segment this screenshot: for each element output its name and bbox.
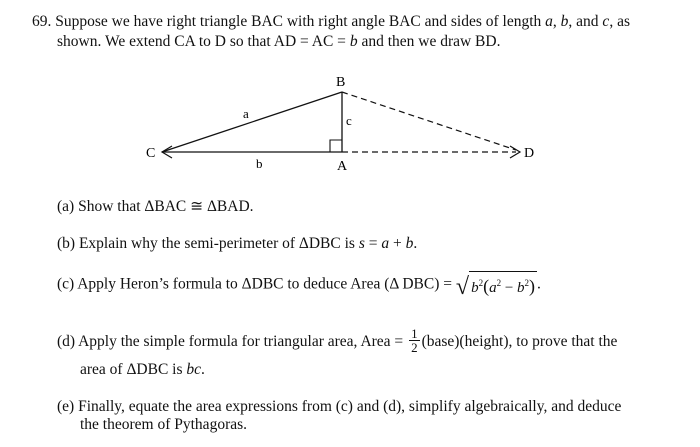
label-b-vertex: B xyxy=(336,75,346,90)
label-side-c: c xyxy=(346,113,352,128)
var-b: b xyxy=(471,280,479,296)
paren-open: ( xyxy=(483,276,490,296)
part-e-line-1: (e) Finally, equate the area expressions from (c) and (d), simplify algebraically, and deduce xyxy=(57,398,622,415)
exp: 2 xyxy=(478,278,484,288)
part-a-text: (a) Show that ΔBAC ≅ ΔBAD. xyxy=(57,198,254,215)
part-c xyxy=(57,271,541,299)
frac-den: 2 xyxy=(411,340,418,355)
var-a: a xyxy=(489,280,497,296)
label-side-a: a xyxy=(243,106,249,121)
side-bd-dashed-line xyxy=(342,92,516,150)
problem-number: 69. xyxy=(32,13,52,30)
var-a: a xyxy=(545,13,553,30)
var-b: b xyxy=(517,280,525,296)
problem-text-2: shown. We extend CA to D so that AD = AC = xyxy=(57,33,350,50)
frac-num: 1 xyxy=(411,326,418,341)
sqrt-expression xyxy=(456,271,537,299)
sep: . xyxy=(537,275,541,293)
part-d-line-2 xyxy=(80,360,205,380)
exp: 2 xyxy=(496,278,502,288)
var-c: c xyxy=(602,13,610,30)
exp: 2 xyxy=(524,278,530,288)
sep: , xyxy=(552,13,561,30)
sqrt-icon: √ xyxy=(455,274,470,300)
label-c-vertex: C xyxy=(146,146,156,161)
part-d-line2-text: area of ΔDBC is xyxy=(80,361,187,378)
sep: − xyxy=(501,280,518,296)
part-b xyxy=(57,234,417,254)
label-side-b: b xyxy=(256,156,263,171)
label-a-vertex: A xyxy=(337,159,348,174)
var-b: b xyxy=(560,13,569,30)
problem-text-2-end: and then we draw BD. xyxy=(357,33,501,50)
sep: = xyxy=(364,235,382,252)
part-a xyxy=(57,197,254,217)
var-s: s xyxy=(358,235,365,252)
paren-close: ) xyxy=(529,276,536,296)
sep: , as xyxy=(609,13,630,30)
side-cb-line xyxy=(162,92,342,152)
var-b: b xyxy=(405,235,414,252)
part-b-text: (b) Explain why the semi-perimeter of ΔDBC is xyxy=(57,235,359,252)
var-bc: bc xyxy=(186,361,202,378)
part-e-line-2: the theorem of Pythagoras. xyxy=(80,416,248,433)
part-d-text-end: (base)(height), to prove that the xyxy=(421,333,618,351)
sep: , and xyxy=(568,13,603,30)
sep: . xyxy=(201,361,205,378)
part-c-text: (c) Apply Heron’s formula to ΔDBC to deduce Area (Δ DBC) = xyxy=(57,275,456,293)
sep: + xyxy=(389,235,406,252)
part-e-line-2-wrap xyxy=(80,415,247,435)
fraction-one-half xyxy=(409,327,420,354)
sqrt-radicand xyxy=(469,271,537,299)
right-angle-marker xyxy=(330,140,342,152)
triangle-figure xyxy=(0,0,700,200)
problem-text-1: Suppose we have right triangle BAC with right angle BAC and sides of length xyxy=(55,13,546,30)
var-a: a xyxy=(381,235,390,252)
var-b: b xyxy=(349,33,358,50)
sep: . xyxy=(413,235,418,252)
part-d xyxy=(57,326,618,356)
part-d-text: (d) Apply the simple formula for triangular area, Area = xyxy=(57,333,408,351)
label-d-vertex: D xyxy=(524,146,535,161)
part-e xyxy=(57,397,621,417)
